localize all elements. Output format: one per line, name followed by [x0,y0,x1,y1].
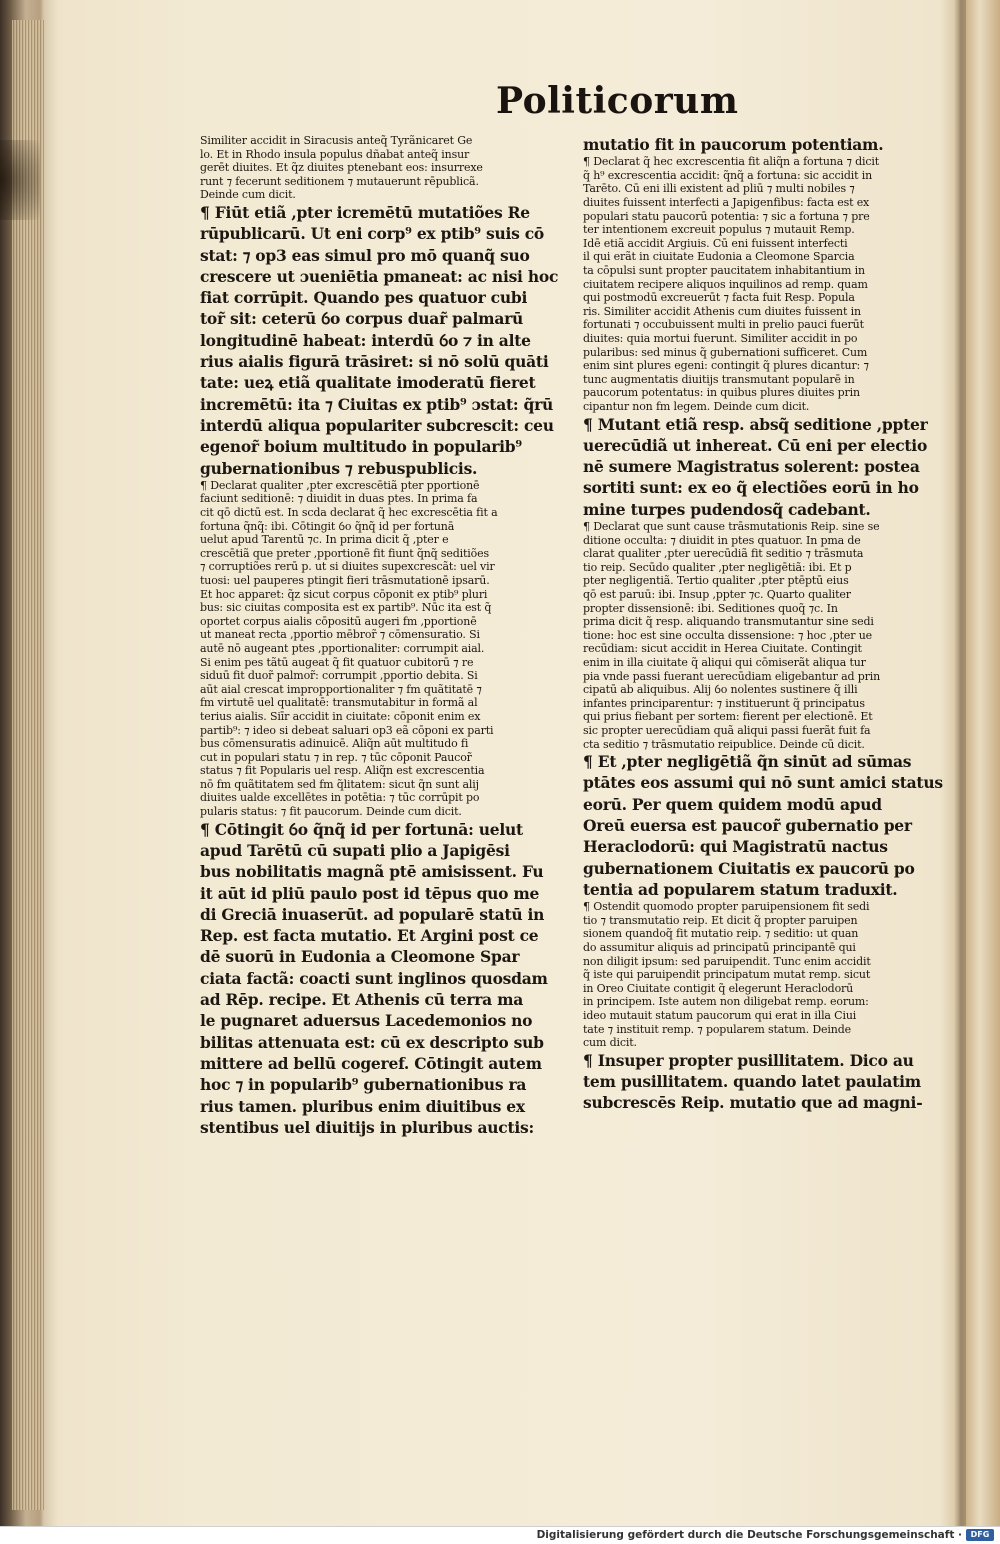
text-line: tem pusillitatem. quando latet paulatim [583,1072,921,1092]
text-line: status ⁊ fit Popularis uel resp. Aliq̃n est excrescentia [200,764,485,778]
text-line: rius tamen. pluribus enim diuitibus ex [200,1096,525,1116]
text-line: di Greciā inuaserūt. ad popularē statū in [200,904,545,924]
left-text-column [200,134,576,1138]
text-passage [583,751,943,900]
text-line: in principem. Iste autem non diligebat remp. eorum: [583,995,869,1009]
text-line: populari statu paucorū potentia: ⁊ sic a fortuna ⁊ pre [583,209,870,223]
text-line: ptātes eos assumi qui nō sunt amici status [583,773,943,793]
text-line: faciunt seditionē: ⁊ diuidit in duas ptes. In prima fa [200,492,478,506]
commentary-passage [583,520,943,751]
text-line: tentia ad popularem statum traduxit. [583,879,898,899]
text-line: ¶ Declarat que sunt cause trāsmutationis Reip. sine se [583,520,880,534]
text-line: qui postmodū excreuerūt ⁊ facta fuit Resp. Popula [583,291,855,305]
text-line: ¶ Cōtingit ỽo q̃nq̃ id per fortunā: uelut [200,819,523,839]
text-line: Et hoc apparet: q̃z sicut corpus cōponit ex ptib⁹ pluri [200,587,488,601]
running-head: Politicorum [496,80,739,122]
text-line: ta cōpulsi sunt propter paucitatem inhabitantium in [583,264,865,278]
text-line: ¶ Mutant etiã resp. absq̃ seditione ,ppter [583,414,928,434]
text-line: ciata factã: coacti sunt inglinos quosdam [200,968,548,988]
text-line: bilitas attenuata est: cū ex descripto sub [200,1032,544,1052]
text-line: interdū aliqua populariter subcrescit: ceu [200,415,554,435]
text-line: ¶ Declarat qualiter ,pter excrescētiã pter pportionē [200,478,480,492]
text-passage [583,1050,943,1114]
text-line: sic propter uerecūdiam quã aliqui passi fuerãt fuit fa [583,723,871,737]
text-line: cum dicit. [583,1036,637,1050]
text-line: il qui erãt in ciuitate Eudonia a Cleomone Sparcia [583,250,855,264]
text-line: gubernationibus ⁊ rebuspublicis. [200,458,478,478]
page-edges [12,20,44,1510]
text-line: crescētiã que preter ,pportionē fit fiunt q̃nq̃ seditiões [200,546,490,560]
footer-bar [0,1526,1000,1544]
text-passage [200,202,576,479]
text-line: aūt aial crescat impropportionaliter ⁊ fm quãtitatē ⁊ [200,682,482,696]
text-line: siduū fit duor̃ palmor̃: corrumpit ,pportio debita. Si [200,669,478,683]
text-line: longitudinē habeat: interdū ỽo ⁊ in alte [200,330,531,350]
commentary-passage [200,134,576,202]
text-line: lo. Et in Rhodo insula populus dñabat anteq̃ insur [200,147,470,161]
text-line: ⁊ corruptiões rerū p. ut si diuites supexcrescãt: uel vir [200,560,495,574]
binding-shadow [0,140,40,220]
text-line: fiat corrūpit. Quando pes quatuor cubi [200,288,528,308]
text-line: non diligit ipsum: sed paruipendit. Tunc enim accidit [583,954,871,968]
text-line: stat: ⁊ op3 eas simul pro mō quanq̃ suo [200,245,530,265]
text-line: tor̃ sit: ceterū ỽo corpus duar̃ palmarū [200,309,524,329]
commentary-passage [583,900,943,1050]
text-line: diuites ualde excellētes in potētia: ⁊ tūc corrūpit po [200,791,480,805]
text-line: enim in illa ciuitate q̃ aliqui qui cōmiserãt aliqua tur [583,656,866,669]
dfg-logo: DFG [966,1529,994,1541]
text-line: ciuitatem recipere aliquos inquilinos ad remp. quam [583,277,868,291]
text-line: sionem quandoq̃ fit mutatio reip. ⁊ seditio: ut quan [583,927,859,941]
text-line: bus nobilitatis magnã ptē amisissent. Fu [200,862,544,882]
text-line: oportet corpus aialis cōpositū augeri fm ,pportionē [200,614,477,628]
text-line: ris. Similiter accidit Athenis cum diuites fuissent in [583,304,861,318]
text-line: cut in populari statu ⁊ in rep. ⁊ tūc cōponit Paucor̃ [200,750,472,764]
text-line: mittere ad bellū cogeref. Cōtingit autem [200,1053,542,1073]
text-line: fortuna q̃nq̃: ibi. Cōtingit ỽo q̃nq̃ id per fortunā [200,519,455,533]
text-line: tio reip. Secūdo qualiter ,pter negligētiã: ibi. Et p [583,560,852,574]
text-line: in Oreo Ciuitate contigit q̃ elegerunt Heraclodorū [583,981,854,995]
text-line: ¶ Declarat q̃ hec excrescentia fit aliq̃n a fortuna ⁊ dicit [583,155,880,169]
text-line: clarat qualiter ,pter uerecūdiã fit seditio ⁊ trāsmuta [583,547,864,561]
text-line: tate ⁊ instituit remp. ⁊ popularem statum. Deinde [583,1022,851,1036]
text-line: ¶ Insuper propter pusillitatem. Dico au [583,1050,914,1070]
text-line: tate: ueꝝ etiã qualitate imoderatū fieret [200,373,536,393]
text-line: partib⁹: ⁊ ideo si debeat saluari op3 eã cōponi ex parti [200,723,494,737]
text-line: it aūt id pliū paulo post id tēpus quo me [200,883,540,903]
facing-page-edge [966,0,1000,1526]
text-line: uerecūdiã ut inhereat. Cū eni per electio [583,435,928,455]
text-line: rius aialis figurā trāsiret: si nō solū quāti [200,352,549,372]
text-line: apud Tarētū cū supati plio a Japigēsi [200,840,510,860]
text-line: pularibus: sed minus q̃ gubernationi sufficeret. Cum [583,345,868,359]
text-passage [583,134,943,155]
text-line: Similiter accidit in Siracusis anteq̃ Tyrãnicaret Ge [200,134,473,147]
text-line: ¶ Fiūt etiã ,pter icremētū mutatiões Re [200,202,530,222]
text-line: Tarēto. Cū eni illi existent ad pliū ⁊ multi nobiles ⁊ [583,182,855,196]
text-line: tio ⁊ transmutatio reip. Et dicit q̃ propter paruipen [583,913,858,927]
text-line: terius aialis. Siīr accidit in ciuitate: cōponit enim ex [200,709,481,723]
text-line: ideo mutauit statum paucorum qui erat in illa Ciui [583,1008,857,1022]
text-line: cit qō dictū est. In scda declarat q̃ hec excrescētia fit a [200,506,498,520]
text-line: tunc augmentatis diuitijs transmutant popularē in [583,372,855,386]
text-line: Heraclodorū: qui Magistratū nactus [583,837,888,857]
text-line: recūdiam: sicut accidit in Herea Ciuitate. Contingit [583,642,862,656]
text-line: sortiti sunt: ex eo q̃ electiões eorū in ho [583,478,919,498]
text-line: bus cōmensuratis adinuicē. Aliq̃n aūt multitudo fi [200,737,469,751]
text-line: infantes principarentur: ⁊ instituerunt q̃ principatus [583,696,865,710]
text-line: tione: hoc est sine occulta dissensione: ⁊ hoc ,pter ue [583,628,872,642]
text-line: hoc ⁊ in popularib⁹ gubernationibus ra [200,1075,527,1095]
text-line: pter negligentiã. Tertio qualiter ,pter ptēptū eius [583,574,849,588]
text-line: cipatū ab aliquibus. Alij ỽo nolentes sustinere q̃ illi [583,683,858,697]
text-line: ditione occulta: ⁊ diuidit in ptes quatuor. In pma de [583,533,861,547]
text-line: do assumitur aliquis ad principatū principantē qui [583,941,856,955]
text-line: le pugnaret aduersus Lacedemonios no [200,1011,533,1031]
text-line: cipantur non fm legem. Deinde cum dicit. [583,399,810,413]
text-line: ¶ Et ,pter negligētiã q̃n sinūt ad sūmas [583,752,912,772]
text-line: prima dicit q̃ resp. aliquando transmutantur sine sedi [583,615,874,629]
text-line: qō est paruū: ibi. Insup ,ppter ⁊c. Quarto qualiter [583,588,851,602]
text-line: fm virtutē uel qualitatē: transmutabitur in formã al [200,696,478,710]
text-passage [583,414,943,520]
text-line: nē sumere Magistratus solerent: postea [583,457,920,477]
text-line: egenor̃ boium multitudo in popularib⁹ [200,437,522,457]
text-line: gerēt diuites. Et q̃z diuites ptenebant eos: insurrexe [200,161,483,175]
text-line: subcrescēs Reip. mutatio que ad magni- [583,1093,923,1113]
text-line: nō fm quãtitatem sed fm q̃litatem: sicut q̃n sunt alij [200,777,479,791]
text-line: enim sint plures egeni: contingit q̃ plures dicantur: ⁊ [583,359,869,373]
right-text-column [583,134,943,1114]
text-line: fortunati ⁊ occubuissent multi in prelio pauci fuerūt [583,318,864,332]
text-line: stentibus uel diuitijs in pluribus auctis: [200,1117,534,1137]
text-line: pularis status: ⁊ fit paucorum. Deinde cum dicit. [200,805,462,819]
text-line: propter dissensionē: ibi. Seditiones quoq̃ ⁊c. In [583,601,838,615]
text-line: q̃ h⁹ excrescentia accidit: q̃nq̃ a fortuna: sic accidit in [583,168,873,182]
text-line: incremētū: ita ⁊ Ciuitas ex ptib⁹ ɔstat: q̃rū [200,394,554,414]
text-line: crescere ut ɔueniētia pmaneat: ac nisi hoc [200,266,559,286]
text-line: cta seditio ⁊ trāsmutatio reipublice. Deinde cū dicit. [583,737,865,751]
text-passage [200,819,576,1138]
text-line: gubernationem Ciuitatis ex paucorū po [583,858,915,878]
text-line: Deinde cum dicit. [200,188,296,202]
commentary-passage [583,155,943,413]
text-line: Idē etiã accidit Argiuis. Cū eni fuissent interfecti [583,236,848,250]
text-line: eorū. Per quem quidem modū apud [583,794,882,814]
text-line: Rep. est facta mutatio. Et Argini post ce [200,926,539,946]
text-line: dē suorū in Eudonia a Cleomone Spar [200,947,520,967]
commentary-passage [200,479,576,819]
text-line: uelut apud Tarentū ⁊c. In prima dicit q̃ ,pter e [200,533,449,547]
text-line: diuites fuissent interfecti a Japigenfibus: facta est ex [583,196,870,210]
text-line: pia vnde passi fuerant uerecūdiam eligebantur ad prin [583,669,881,683]
text-line: paucorum potentatus: in quibus plures diuites prin [583,386,860,400]
funding-credit: Digitalisierung gefördert durch die Deutsche Forschungsgemeinschaft · [536,1529,962,1541]
text-line: mutatio fit in paucorum potentiam. [583,135,884,154]
text-line: Si enim pes tãtū augeat q̃ fit quatuor cubitorū ⁊ re [200,655,474,669]
text-line: mine turpes pudendosq̃ cadebant. [583,499,871,519]
text-line: ¶ Ostendit quomodo propter paruipensionem fit sedi [583,900,870,914]
text-line: qui prius fiebant per sortem: fierent per electionē. Et [583,710,873,724]
text-line: q̃ iste qui paruipendit principatum mutat remp. sicut [583,968,871,982]
text-line: autē nō augeant ptes ,pportionaliter: corrumpit aial. [200,641,485,655]
text-line: runt ⁊ fecerunt seditionem ⁊ mutauerunt rēpublicã. [200,174,479,188]
text-line: ter intentionem excreuit populus ⁊ mutauit Remp. [583,223,855,237]
text-line: diuites: quia mortui fuerunt. Similiter accidit in po [583,332,858,346]
text-line: Oreū euersa est paucor̃ gubernatio per [583,816,912,836]
text-line: ad Rēp. recipe. Et Athenis cū terra ma [200,990,524,1010]
text-line: bus: sic ciuitas composita est ex partib⁹. Nūc ita est q̃ [200,601,492,615]
text-line: tuosi: uel pauperes ptingit fieri trāsmutationē ipsarū. [200,573,490,587]
text-line: rūpublicarū. Ut eni corp⁹ ex ptib⁹ suis cō [200,224,545,244]
text-line: ut maneat recta ,pportio mēbror̃ ⁊ cōmensuratio. Si [200,628,480,642]
